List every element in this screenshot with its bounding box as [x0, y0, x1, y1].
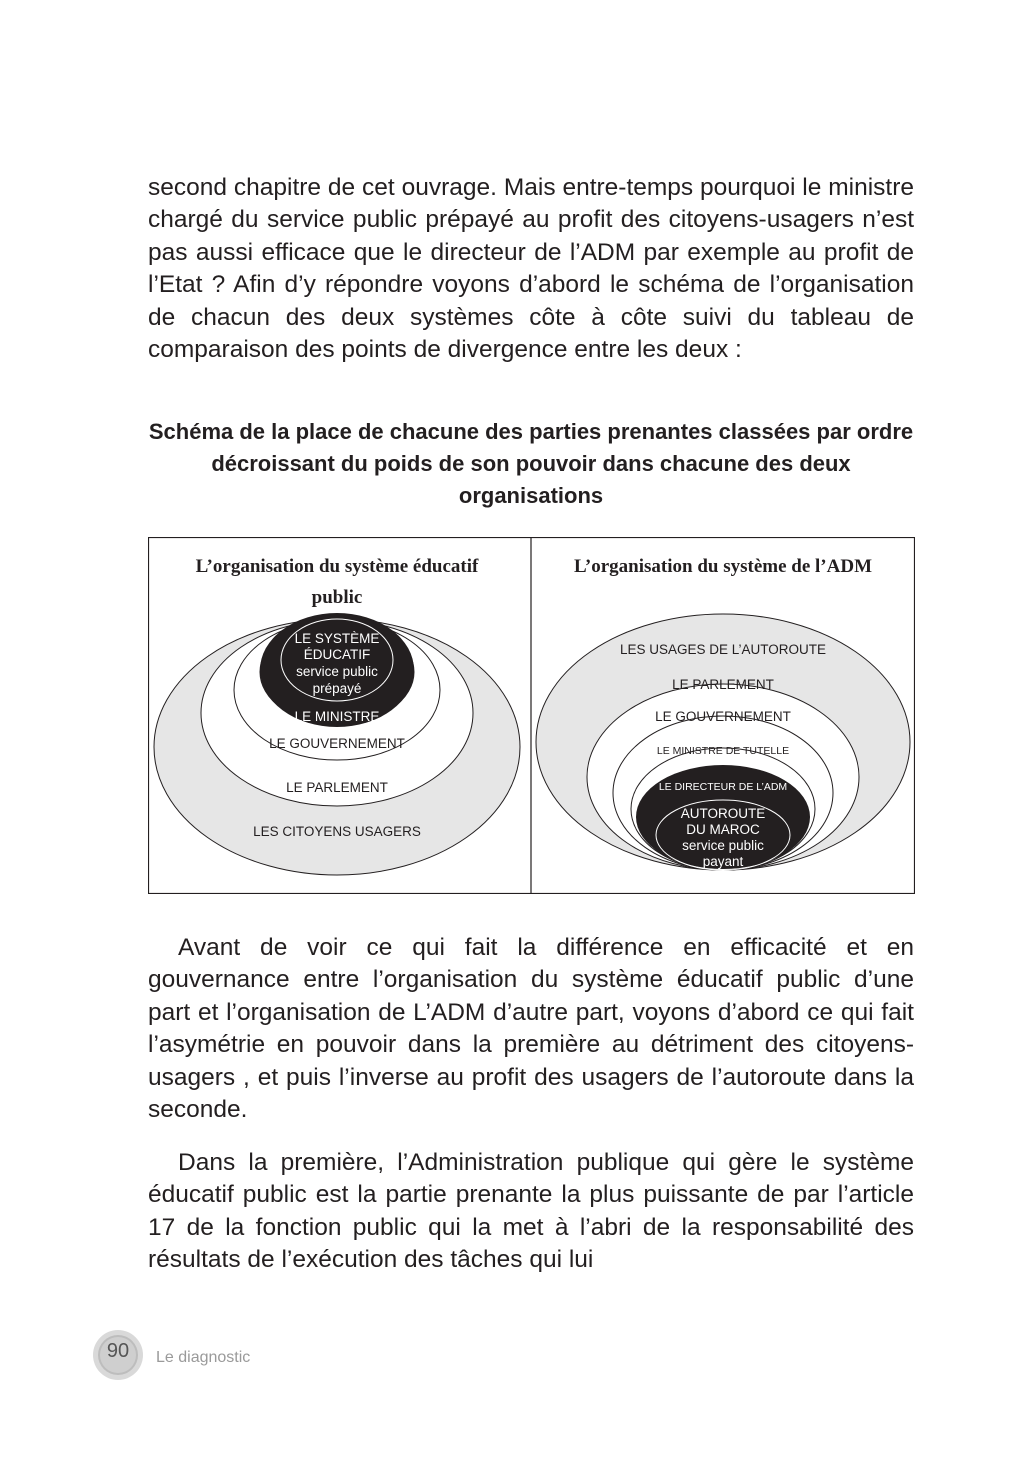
left-panel-title-line1: L’organisation du système éducatif — [195, 556, 479, 577]
left-core-line3: service public — [296, 664, 378, 679]
label-le-parlement-adm: LE PARLEMENT — [672, 677, 774, 692]
label-le-ministre: LE MINISTRE — [294, 709, 380, 724]
body-paragraph-3: Dans la première, l’Administration publique qui gère le système éducatif public est la partie prenante la plus puissante de par l’article 17 de la fonction public qui la met à l’abri de la responsabilité des résultats de l’exécution des tâches qui lui — [148, 1149, 914, 1274]
left-core-line1: LE SYSTÈME — [294, 631, 380, 646]
left-panel-title-line2: public — [311, 587, 363, 608]
right-panel-title: L’organisation du système de l’ADM — [573, 556, 873, 577]
label-le-directeur: LE DIRECTEUR DE L’ADM — [658, 781, 788, 793]
label-les-usages: LES USAGES DE L’AUTOROUTE — [619, 642, 827, 657]
figure-caption: Schéma de la place de chacune des parties prenantes classées par ordre décroissant du poids de son pouvoir dans chacune des deux organisations — [148, 419, 914, 508]
page-number: 90 — [106, 1340, 130, 1362]
right-core-line3: service public — [682, 838, 764, 853]
label-le-ministre-de-tutelle: LE MINISTRE DE TUTELLE — [656, 745, 790, 757]
running-title: Le diagnostic — [156, 1349, 251, 1366]
left-core-line2: ÉDUCATIF — [303, 647, 371, 662]
right-core-line2: DU MAROC — [686, 822, 760, 837]
right-core-line1: AUTOROUTE — [680, 806, 766, 821]
label-le-gouvernement: LE GOUVERNEMENT — [269, 736, 405, 751]
label-le-parlement: LE PARLEMENT — [286, 780, 388, 795]
organisation-diagram — [148, 537, 915, 894]
body-paragraph-1: second chapitre de cet ouvrage. Mais entre-temps pourquoi le ministre chargé du service public prépayé au profit des citoyens-usagers n’est pas aussi efficace que le directeur de l’ADM par exemple au profit de l’Etat ? Afin d’y répondre voyons d’abord le schéma de l’organisation de chacun des deux systèmes côte à côte suivi du tableau de comparaison des points de divergence entre les deux : — [148, 174, 914, 364]
right-core-line4: payant — [702, 854, 744, 869]
label-le-gouvernement-adm: LE GOUVERNEMENT — [655, 709, 791, 724]
left-core-line4: prépayé — [312, 681, 362, 696]
body-paragraph-2: Avant de voir ce qui fait la différence en efficacité et en gouvernance entre l’organisation du système éducatif public d’une part et l’organisation de L’ADM d’autre part, voyons d’abord ce qui fait l’asymétrie en pouvoir dans la première au détriment des citoyens-usagers , et puis l’inverse au profit des usagers de l’autoroute dans la seconde. — [148, 934, 914, 1124]
label-les-citoyens-usagers: LES CITOYENS USAGERS — [253, 824, 421, 839]
